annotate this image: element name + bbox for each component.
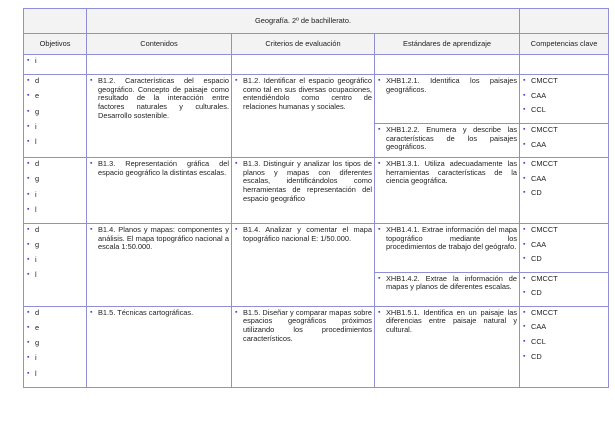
objectives-cell [24,158,87,224]
content-cell [87,223,232,306]
competency-item: ▪ CMCCT [523,275,606,284]
title-row [24,9,609,34]
competencies-cell [520,272,609,306]
criterion-text: ▪ B1.2. Identificar el espacio geográfico como tal en sus diversas ocupaciones, entendiéndolo como centro de relaciones humanas y sociales. [235,77,372,111]
content-text: ▪ B1.4. Planos y mapas: componentes y análisis. El mapa topográfico nacional a escala 1:50.000. [90,226,229,252]
standard-text: ▪ XHB1.2.1. Identifica los paisajes geográficos. [378,77,517,94]
objective-item: ▪ l [27,271,84,280]
header-contenidos: Contenidos [87,34,232,55]
competency-item: ▪ CMCCT [523,309,606,318]
competency-item: ▪ CAA [523,141,606,150]
objective-item: ▪ d [27,226,84,235]
competency-item: ▪ CCL [523,338,606,347]
objective-item: ▪ i [27,191,84,200]
content-text: ▪ B1.5. Técnicas cartográficas. [90,309,229,318]
empty-cell [87,55,232,75]
empty-cell [520,55,609,75]
competency-item: ▪ CD [523,255,606,264]
objective-item: ▪ e [27,324,84,333]
standard-row [24,75,609,124]
competency-item: ▪ CAA [523,175,606,184]
standard-cell [375,306,520,387]
competency-item: ▪ CD [523,353,606,362]
title-corner-cell [520,9,609,34]
objectives-cell [24,223,87,306]
criterion-text: ▪ B1.5. Diseñar y comparar mapas sobre espacios geográficos próximos utilizando los procedimientos característicos. [235,309,372,343]
competency-item: ▪ CMCCT [523,226,606,235]
objective-item: ▪ d [27,309,84,318]
criterion-text: ▪ B1.3. Distinguir y analizar los tipos de planos y mapas con diferentes escalas, identificándolos como herramientas de representación del espacio geográfico [235,160,372,203]
criterion-cell [232,75,375,158]
header-estandares: Estándares de aprendizaje [375,34,520,55]
curriculum-table [23,8,609,388]
criterion-cell [232,223,375,306]
standard-text: ▪ XHB1.2.2. Enumera y describe las características de los paisajes geográficos. [378,126,517,152]
criterion-cell [232,158,375,224]
objective-item: ▪ l [27,206,84,215]
objective-item: ▪ e [27,92,84,101]
standard-text: ▪ XHB1.4.2. Extrae la información de mapas y planos de diferentes escalas. [378,275,517,292]
objective-item: ▪ l [27,370,84,379]
competency-item: ▪ CD [523,289,606,298]
standard-cell [375,223,520,272]
header-criterios: Criterios de evaluación [232,34,375,55]
competency-item: ▪ CAA [523,92,606,101]
objective-item: ▪ g [27,175,84,184]
objectives-cell [24,75,87,158]
header-competencias: Competencias clave [520,34,609,55]
intro-objective-cell [24,55,87,75]
empty-cell [232,55,375,75]
competencies-cell [520,223,609,272]
criterion-cell [232,306,375,387]
competency-item: ▪ CD [523,189,606,198]
empty-cell [375,55,520,75]
content-text: ▪ B1.2. Características del espacio geográfico. Concepto de paisaje como resultado de la interacción entre factores naturales y culturales. Desarrollo sostenible. [90,77,229,120]
criterion-text: ▪ B1.4. Analizar y comentar el mapa topográfico nacional E: 1/50.000. [235,226,372,243]
objective-item: ▪ l [27,138,84,147]
objective-item: ▪ i [27,123,84,132]
table-title: Geografía. 2º de bachillerato. [87,9,520,34]
objective-item: ▪ g [27,108,84,117]
competency-item: ▪ CAA [523,241,606,250]
content-text: ▪ B1.3. Representación gráfica del espacio geográfico la distintas escalas. [90,160,229,177]
standard-row [24,306,609,387]
standard-row [24,223,609,272]
competency-item: ▪ CMCCT [523,126,606,135]
objective-item: ▪ i [27,256,84,265]
objectives-cell [24,306,87,387]
objective-item: ▪ g [27,339,84,348]
competencies-cell [520,158,609,224]
standard-cell [375,75,520,124]
header-objetivos: Objetivos [24,34,87,55]
standard-text: ▪ XHB1.4.1. Extrae información del mapa topográfico mediante los procedimientos de trabajo del geógrafo. [378,226,517,252]
intro-row [24,55,609,75]
standard-row [24,158,609,224]
objective-item: ▪ i [27,354,84,363]
competency-item: ▪ CCL [523,106,606,115]
objective-item: ▪ i [27,57,84,66]
objective-item: ▪ g [27,241,84,250]
standard-cell [375,272,520,306]
standard-cell [375,158,520,224]
competency-item: ▪ CMCCT [523,77,606,86]
competency-item: ▪ CAA [523,323,606,332]
competencies-cell [520,306,609,387]
content-cell [87,75,232,158]
objective-item: ▪ d [27,77,84,86]
competencies-cell [520,75,609,124]
standard-text: ▪ XHB1.3.1. Utiliza adecuadamente las herramientas características de la ciencia geográfica. [378,160,517,186]
standard-cell [375,123,520,157]
standard-text: ▪ XHB1.5.1. Identifica en un paisaje las diferencias entre paisaje natural y cultural. [378,309,517,335]
competency-item: ▪ CMCCT [523,160,606,169]
content-cell [87,306,232,387]
objective-item: ▪ d [27,160,84,169]
title-corner-cell [24,9,87,34]
content-cell [87,158,232,224]
header-row [24,34,609,55]
competencies-cell [520,123,609,157]
